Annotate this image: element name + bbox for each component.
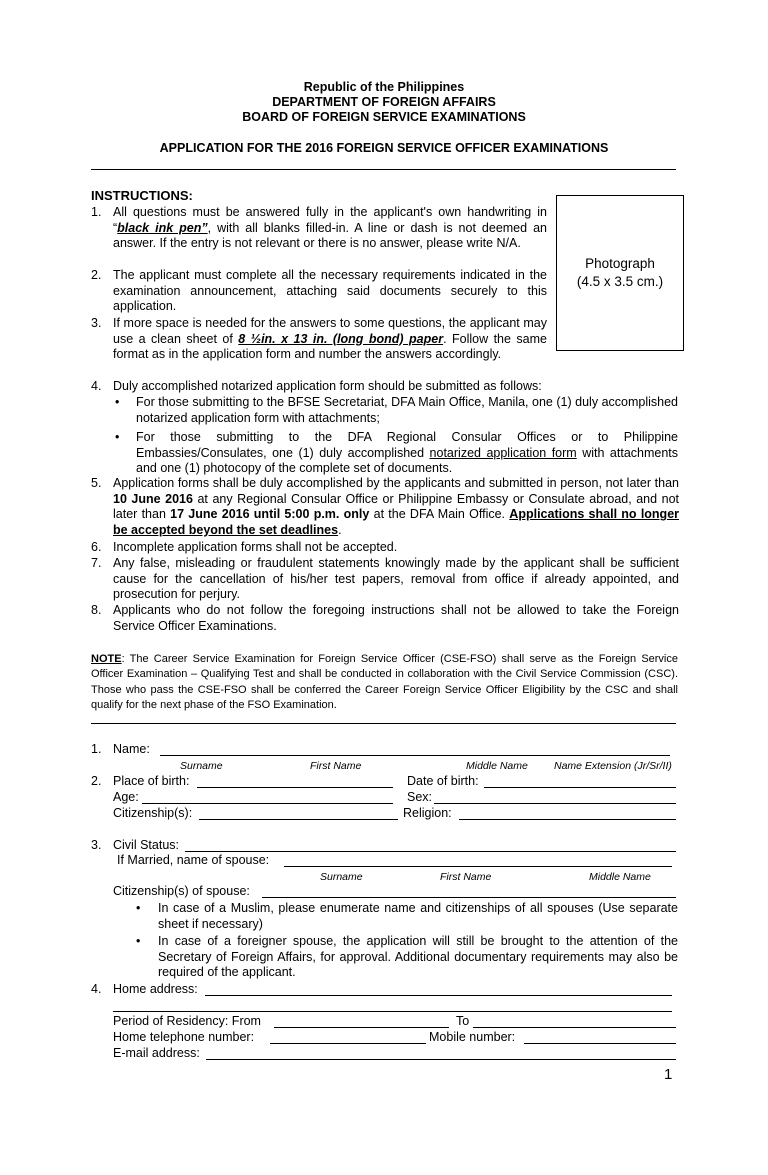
instruction-2: The applicant must complete all the necessary requirements indicated in the examination announcement, attaching said documents securely to this application.: [113, 268, 547, 314]
photograph-box: [556, 195, 684, 351]
place-of-birth-input[interactable]: [197, 787, 393, 788]
date-of-birth-input[interactable]: [484, 787, 676, 788]
instruction-number: 3.: [91, 316, 102, 330]
instruction-1: All questions must be answered fully in the applicant's own handwriting in “black ink pen”, with all blanks filled-in. A line or dash is not deemed an answer. If the entry is not relevant or there is no answer, please write N/A.: [113, 205, 547, 251]
field-number: 3.: [91, 838, 102, 852]
age-input[interactable]: [142, 803, 393, 804]
citizenship-label: Citizenship(s):: [113, 806, 193, 820]
photograph-size: (4.5 x 3.5 cm.): [576, 274, 664, 289]
period-from-input[interactable]: [274, 1027, 449, 1028]
spouse-citizenship-label: Citizenship(s) of spouse:: [113, 884, 250, 898]
instruction-number: 2.: [91, 268, 102, 282]
home-address-input-line2[interactable]: [113, 1011, 672, 1012]
surname-caption: Surname: [180, 760, 223, 772]
instruction-7: Any false, misleading or fraudulent statements knowingly made by the applicant shall be sufficient cause for the cancellation of his/her test papers, removal from office if already appointed, and prosecution for perjury.: [113, 556, 679, 602]
citizenship-input[interactable]: [199, 819, 398, 820]
home-telephone-label: Home telephone number:: [113, 1030, 255, 1044]
instruction-number: 8.: [91, 603, 102, 617]
form-title: APPLICATION FOR THE 2016 FOREIGN SERVICE OFFICER EXAMINATIONS: [159, 141, 609, 155]
period-to-input[interactable]: [473, 1027, 676, 1028]
age-label: Age:: [113, 790, 139, 804]
header-republic: Republic of the Philippines: [303, 80, 465, 94]
instruction-4: Duly accomplished notarized application form should be submitted as follows:: [113, 379, 542, 393]
place-of-birth-label: Place of birth:: [113, 774, 190, 788]
home-telephone-input[interactable]: [270, 1043, 426, 1044]
civil-status-label: Civil Status:: [113, 838, 179, 852]
religion-label: Religion:: [403, 806, 452, 820]
name-extension-caption: Name Extension (Jr/Sr/II): [554, 760, 672, 772]
muslim-spouse-note: In case of a Muslim, please enumerate name and citizenships of all spouses (Use separate sheet if necessary): [158, 901, 678, 931]
email-label: E-mail address:: [113, 1046, 200, 1060]
field-number: 2.: [91, 774, 102, 788]
bullet: •: [136, 934, 141, 948]
instruction-4-bullet-2: For those submitting to the DFA Regional Consular Offices or to Philippine Embassies/Consulates, one (1) duly accomplished notarized application form with attachments and one (1) photocopy of the complete set of documents.: [136, 430, 679, 476]
spouse-citizenship-input[interactable]: [262, 897, 676, 898]
instruction-number: 1.: [91, 205, 102, 219]
instruction-8: Applicants who do not follow the foregoing instructions shall not be allowed to take the Foreign Service Officer Examinations.: [113, 603, 679, 633]
home-address-input[interactable]: [205, 995, 672, 996]
sex-label: Sex:: [407, 790, 433, 804]
bullet: •: [115, 395, 120, 409]
instruction-3: If more space is needed for the answers to some questions, the applicant may use a clean sheet of 8 ½in. x 13 in. (long bond) paper. Follow the same format as in the application form and number the answers accordingly.: [113, 316, 547, 362]
first-name-caption: First Name: [310, 760, 362, 772]
name-label: Name:: [113, 742, 150, 756]
instruction-4-bullet-1: For those submitting to the BFSE Secretariat, DFA Main Office, Manila, one (1) duly accomplished notarized application form with attachments;: [136, 395, 678, 425]
name-input[interactable]: [160, 755, 670, 756]
instruction-number: 6.: [91, 540, 102, 554]
period-from-label: Period of Residency: From: [113, 1014, 261, 1028]
note-paragraph: NOTE: The Career Service Examination for Foreign Service Officer (CSE-FSO) shall serve as the Foreign Service Officer Examination – Qualifying Test and shall be conducted in collaboration with the Civil Service Commission (CSC). Those who pass the CSE-FSO shall be conferred the Career Foreign Service Officer Eligibility by the CSC and shall qualify for the next phase of the FSO Examination.: [91, 653, 678, 711]
home-address-label: Home address:: [113, 982, 198, 996]
spouse-middle-name-caption: Middle Name: [589, 871, 651, 883]
spouse-first-name-caption: First Name: [440, 871, 492, 883]
section-divider: [91, 723, 676, 724]
bullet: •: [136, 901, 141, 915]
instruction-number: 5.: [91, 476, 102, 490]
field-number: 1.: [91, 742, 102, 756]
header-board: BOARD OF FOREIGN SERVICE EXAMINATIONS: [242, 110, 526, 124]
spouse-surname-caption: Surname: [320, 871, 363, 883]
religion-input[interactable]: [459, 819, 676, 820]
civil-status-input[interactable]: [185, 851, 676, 852]
email-input[interactable]: [206, 1059, 676, 1060]
period-to-label: To: [456, 1014, 470, 1028]
date-of-birth-label: Date of birth:: [407, 774, 479, 788]
sex-input[interactable]: [434, 803, 676, 804]
spouse-name-label: If Married, name of spouse:: [117, 853, 270, 867]
header-divider: [91, 169, 676, 170]
middle-name-caption: Middle Name: [466, 760, 528, 772]
mobile-number-label: Mobile number:: [429, 1030, 516, 1044]
header-department: DEPARTMENT OF FOREIGN AFFAIRS: [272, 95, 496, 109]
photograph-label: Photograph: [585, 256, 655, 271]
mobile-number-input[interactable]: [524, 1043, 676, 1044]
page-number: 1: [664, 1066, 673, 1083]
instruction-number: 4.: [91, 379, 102, 393]
instructions-heading: INSTRUCTIONS:: [91, 188, 193, 203]
bullet: •: [115, 430, 120, 444]
foreign-spouse-note: In case of a foreigner spouse, the application will still be brought to the attention of the Secretary of Foreign Affairs, for approval. Additional documentary requirements may also be required of the applicant.: [158, 934, 678, 980]
instruction-6: Incomplete application forms shall not be accepted.: [113, 540, 398, 554]
instruction-5: Application forms shall be duly accomplished by the applicants and submitted in person, not later than 10 June 2016 at any Regional Consular Office or Philippine Embassy or Consulate abroad, and not later than 17 June 2016 until 5:00 p.m. only at the DFA Main Office. Applications shall no longer be accepted beyond the set deadlines.: [113, 476, 680, 537]
instruction-number: 7.: [91, 556, 102, 570]
spouse-name-input[interactable]: [284, 866, 672, 867]
field-number: 4.: [91, 982, 102, 996]
